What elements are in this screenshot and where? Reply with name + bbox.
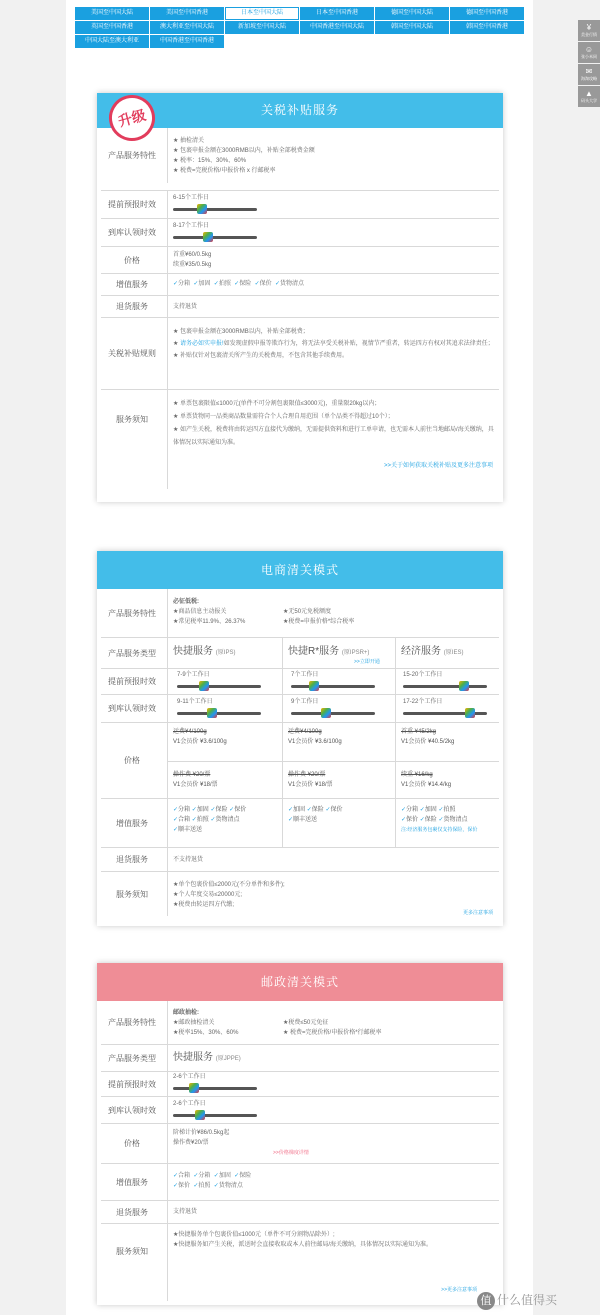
row-arrive	[101, 218, 499, 246]
must-item: ★个人年度交易≤20000元;	[173, 892, 243, 898]
row-notice	[101, 190, 499, 218]
feature-item: ★无50元免税额度	[283, 609, 332, 615]
must-item: 单票货物同一品类商品数量需符合个人合理自用范围（单个品类不得超过10个）；	[180, 414, 394, 420]
row-label: 服务须知	[116, 415, 148, 424]
value-list: ✓分箱 ✓加固 ✓拍照 ✓保险 ✓保价 ✓货物清点	[173, 281, 304, 287]
side-btn-3[interactable]	[578, 64, 600, 85]
rule-link[interactable]: 请务必如实申报!	[180, 341, 224, 347]
row-label: 产品服务类型	[108, 648, 156, 658]
route-tab[interactable]: 德国至中国香港	[450, 7, 524, 20]
row-must: 服务须知 ★ 单票包裹限值≤1000元(单件不可分割包裹限值≤3000元)，重量限20kg以内； ★ 单票货物同一品类商品数量需符合个人合理自用范围（单个品类不得超过10个）； ★ 如产生关税，税费将由转运四方直接代为缴纳，无需提供资料和进行工单申请，也无需本人前往当地邮局/海关缴纳，具体情况以实际通知为准。 >>关于如何获取关税补贴及更多注意事项	[101, 389, 499, 489]
side-label: 码头大学	[581, 98, 597, 103]
row-label: 价格	[124, 756, 140, 765]
type-col: 快捷R*服务 (原IPSR+) >>立即开通	[288, 646, 380, 665]
type-col: 快捷服务 (原IPS)	[173, 646, 236, 657]
must-item: 如产生关税，税费将由转运四方直接代为缴纳，无需提供资料和进行工单申请，也无需本人前往当地邮局/海关缴纳，具体情况以实际通知为准。	[173, 427, 494, 446]
more-link[interactable]: >>更多注意事项	[441, 1287, 477, 1293]
row-label: 提前预报时效	[108, 200, 156, 209]
feature-item: ★商品信息主动报关	[173, 609, 227, 615]
type-col: 经济服务 (原IES)	[401, 646, 464, 657]
slider-knob	[203, 232, 213, 242]
card-title: 电商清关模式	[97, 551, 503, 589]
price-first: 首重¥60/0.5kg	[173, 252, 212, 258]
card-title: 关税补贴服务	[97, 93, 503, 128]
row-label: 服务须知	[116, 1247, 148, 1256]
feature-item: 包裹申报金额在3000RMB以内，补贴全部税费金额	[180, 148, 315, 154]
tariff-subsidy-card	[97, 93, 503, 502]
postal-card	[97, 963, 503, 1305]
row-label: 退货服务	[116, 302, 148, 311]
feature-item: 抽检清关	[180, 138, 205, 144]
row-label: 退货服务	[116, 1207, 148, 1217]
row-label: 产品服务特性	[108, 1018, 156, 1027]
row-label: 提前预报时效	[108, 677, 156, 686]
notice-time: 2-6个工作日	[173, 1074, 206, 1080]
route-tab[interactable]: 韩国至中国香港	[450, 21, 524, 34]
side-label: 海淘攻略	[581, 76, 597, 81]
feature-head: 邮政抽检:	[173, 1010, 199, 1016]
type-sub: (原JPPE)	[215, 1056, 241, 1062]
row-must	[101, 871, 499, 916]
row-label: 退货服务	[116, 855, 148, 864]
features-list: ★ 抽检清关 ★ 包裹申报金额在3000RMB以内，补贴全部税费金额 ★ 税率：15%、30%、60% ★ 税费=完税价格/申报价格 x 行邮税率	[173, 138, 315, 174]
row-label: 到库认领时效	[108, 228, 156, 237]
feature-item: 税费=完税价格/申报价格 x 行邮税率	[180, 168, 276, 174]
row-returns	[101, 1200, 499, 1223]
watermark: 值 什么值得买	[477, 1290, 597, 1310]
route-tab[interactable]: 韩国至中国大陆	[375, 21, 449, 34]
row-label: 提前预报时效	[108, 1079, 156, 1089]
route-tab[interactable]: 日本至中国香港	[300, 7, 374, 20]
time-slider	[173, 1083, 495, 1094]
type-name: 快捷服务	[173, 1052, 213, 1063]
row-features	[101, 128, 499, 183]
rule-item: 补贴仅针对包裹清关所产生的关税费用，不包含其他手续费用。	[180, 353, 349, 359]
row-features	[101, 1001, 499, 1044]
row-value: 增值服务 ✓分箱 ✓加固 ✓保险 ✓保价 ✓合箱 ✓拍照 ✓货物清点 ✓顺丰送送 ✓加固 ✓保险 ✓保价 ✓顺丰送送 ✓分箱 ✓加固 ✓拍照 ✓保价 ✓保险 ✓货物清点 注:经济服务包裹仅支持保险，保价	[101, 798, 499, 847]
value-note: 注:经济服务包裹仅支持保险，保价	[401, 827, 478, 833]
row-label: 产品服务特性	[108, 151, 156, 160]
slider-knob	[189, 1083, 199, 1093]
row-arrive	[101, 1096, 499, 1123]
price-detail-link[interactable]: >>价格梯度详情	[273, 1150, 309, 1156]
row-arrive: 到库认领时效 9-11个工作日 9个工作日 17-22个工作日	[101, 694, 499, 722]
feature-item: 税率：15%、30%、60%	[180, 158, 247, 164]
left-gutter	[0, 0, 66, 1315]
right-gutter	[533, 0, 600, 1315]
feature-item: ★邮政抽检清关	[173, 1020, 215, 1026]
side-btn-4[interactable]	[578, 86, 600, 107]
time-slider	[173, 232, 495, 243]
route-tab[interactable]: 美国至中国大陆	[75, 7, 149, 20]
row-type	[101, 1044, 499, 1071]
must-item: ★税费由转运四方代缴;	[173, 902, 235, 908]
row-label: 增值服务	[116, 1177, 148, 1187]
must-item: ★单个包裹价值≤2000元(不分单件和多件);	[173, 882, 285, 888]
time-slider	[173, 1110, 495, 1121]
row-label: 产品服务特性	[108, 608, 156, 618]
row-label: 价格	[124, 255, 140, 265]
route-tab[interactable]: 美国至中国香港	[150, 7, 224, 20]
price-operation: 操作费¥20/票	[173, 1140, 209, 1146]
route-tab[interactable]: 英国至中国香港	[75, 21, 149, 34]
upgrade-seal: 升级	[104, 90, 160, 146]
more-link[interactable]: 更多注意事项	[462, 910, 493, 916]
feature-item: ★ 税费=完税价格/申报价格*行邮税率	[283, 1030, 382, 1036]
returns-text: 不支持退货	[173, 857, 204, 863]
feature-item: ★常见税率11.9%、26.37%	[173, 619, 246, 625]
side-label: 美金行情	[581, 32, 597, 37]
row-label: 价格	[124, 1139, 140, 1148]
time-slider	[173, 204, 495, 215]
slider-knob	[197, 204, 207, 214]
slider-knob	[195, 1110, 205, 1120]
row-label: 到库认领时效	[108, 704, 156, 713]
value-list: ✓合箱 ✓分箱 ✓加固 ✓保险 ✓保价 ✓拍照 ✓货物清点	[173, 1173, 252, 1189]
row-returns	[101, 847, 499, 871]
route-tab[interactable]: 新加坡至中国大陆	[225, 21, 299, 34]
feature-item: ★税费≤50元免征	[283, 1020, 329, 1026]
row-value	[101, 273, 499, 295]
route-tab[interactable]: 日本至中国大陆	[225, 7, 299, 20]
notice-time: 6-15个工作日	[173, 195, 210, 201]
cap-icon: ▲	[585, 89, 593, 98]
row-label: 到库认领时效	[108, 1105, 156, 1115]
more-link[interactable]: >>关于如何获取关税补贴及更多注意事项	[383, 463, 493, 469]
open-link[interactable]: >>立即开通	[354, 659, 380, 665]
arrive-time: 2-6个工作日	[173, 1101, 206, 1107]
row-price	[101, 1123, 499, 1163]
side-label: 张小米同	[581, 54, 597, 59]
ecommerce-card	[97, 551, 503, 926]
card-title: 邮政清关模式	[97, 963, 503, 1001]
row-must	[101, 1223, 499, 1301]
row-features	[101, 589, 499, 637]
must-item: 单票包裹限值≤1000元(单件不可分割包裹限值≤3000元)，重量限20kg以内；	[180, 401, 381, 407]
feature-head: 必征低税:	[173, 599, 199, 605]
row-label: 关税补贴规则	[108, 349, 156, 358]
side-btn-2[interactable]	[578, 42, 600, 63]
row-type	[101, 637, 499, 668]
must-item: ★快捷服务单个包裹价值≤1000元（单件不可分割物品除外）;	[173, 1232, 335, 1238]
row-returns	[101, 295, 499, 317]
row-rules: 关税补贴规则 ★ 包裹申报金额在3000RMB以内，补贴全部税费； ★ 请务必如实申报!如发现虚假申报等欺诈行为，将无法享受关税补贴，视情节严重者，转运四方有权对其追求法律责任； ★ 补贴仅针对包裹清关所产生的关税费用，不包含其他手续费用。	[101, 317, 499, 389]
smzdm-logo-icon: 值	[477, 1292, 495, 1310]
coin-icon: ¥	[586, 23, 592, 32]
row-price	[101, 246, 499, 273]
arrive-time: 8-17个工作日	[173, 223, 210, 229]
side-btn-1[interactable]	[578, 20, 600, 41]
must-item: ★快捷服务如产生关税，派送时会直接收取或本人前往邮局/海关缴纳，具体情况以实际通知为准。	[173, 1242, 433, 1248]
person-icon: ☺	[584, 45, 594, 54]
row-notice: 提前预报时效 7-9个工作日 7个工作日 15-20个工作日	[101, 668, 499, 694]
route-tab[interactable]: 中国大陆至澳大利亚	[75, 35, 149, 48]
route-tab[interactable]: 德国至中国大陆	[375, 7, 449, 20]
returns-text: 支持退货	[173, 304, 198, 310]
row-label: 增值服务	[116, 818, 148, 828]
route-tab[interactable]: 中国香港至中国大陆	[300, 21, 374, 34]
feature-item: ★税费=申报价格*综合税率	[283, 619, 355, 625]
row-value	[101, 1163, 499, 1200]
row-price: 价格 运费¥4/100g V1会员价 ¥3.6/100g 运费¥4/100g V1会员价 ¥3.6/100g 首重 ¥45/2kg V1会员价 ¥40.5/2kg 操作费 ¥20/票 V1会员价 ¥18/票 操作费 ¥20/票 V1会员价 ¥18/票 续重 ¥16/kg V1会员价 ¥14.4/kg	[101, 722, 499, 798]
row-label: 服务须知	[116, 889, 148, 899]
row-notice	[101, 1071, 499, 1096]
feature-item: ★税率15%、30%、60%	[173, 1030, 239, 1036]
price-ladder: 阶梯计价¥86/0.5kg起	[173, 1130, 230, 1136]
rule-item: 如发现虚假申报等欺诈行为，将无法享受关税补贴，视情节严重者，转运四方有权对其追求法律责任；	[223, 341, 494, 347]
row-label: 产品服务类型	[108, 1053, 156, 1063]
rule-item: 包裹申报金额在3000RMB以内，补贴全部税费；	[180, 329, 309, 335]
price-continue: 续重¥35/0.5kg	[173, 262, 212, 268]
route-tab[interactable]: 澳大利亚至中国大陆	[150, 21, 224, 34]
side-float-bar	[578, 20, 600, 108]
route-tab[interactable]: 中国香港至中国香港	[150, 35, 224, 48]
row-label: 增值服务	[116, 280, 148, 289]
chat-icon: ✉	[585, 67, 593, 76]
returns-text: 支持退货	[173, 1209, 198, 1215]
